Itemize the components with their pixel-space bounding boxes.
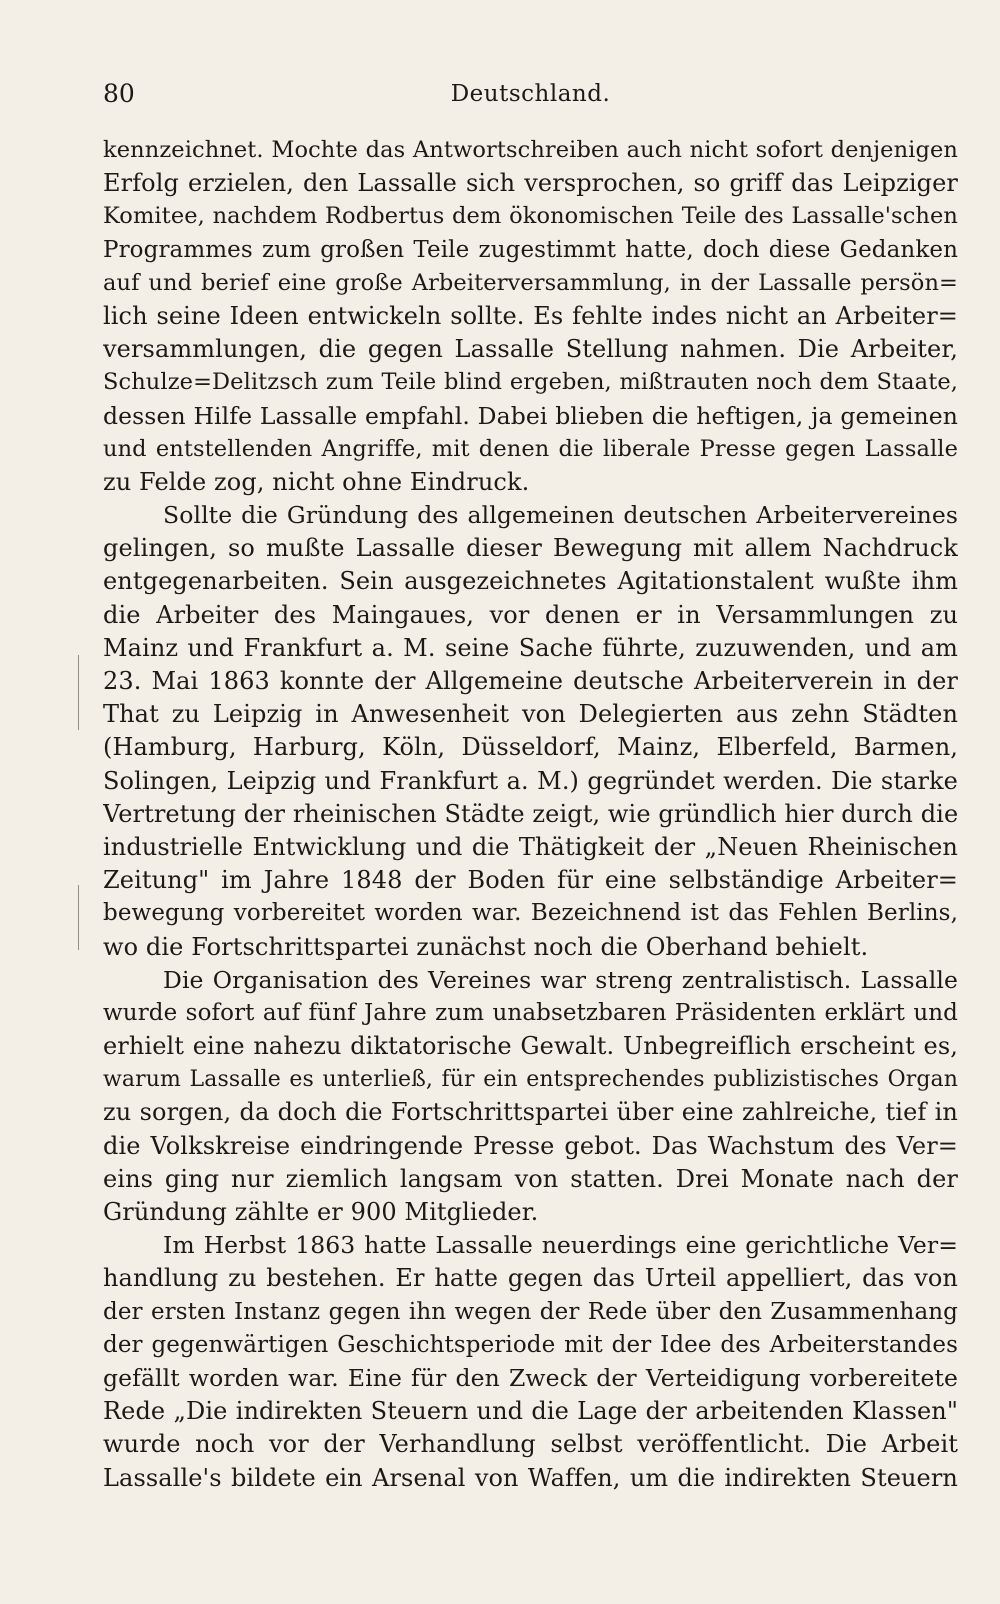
text-line: Mainz und Frankfurt a. M. seine Sache führte, zuzuwenden, und am — [103, 633, 958, 662]
page-number: 80 — [103, 79, 135, 108]
text-line: warum Lassalle es unterließ, für ein entsprechendes publizistisches Organ — [103, 1067, 958, 1093]
text-line: versammlungen, die gegen Lassalle Stellung nahmen. Die Arbeiter, — [103, 335, 958, 364]
text-line: Zeitung" im Jahre 1848 der Boden für eine selbständige Arbeiter= — [103, 866, 958, 895]
margin-mark — [78, 655, 79, 730]
text-line: erhielt eine nahezu diktatorische Gewalt. Unbegreiflich erscheint es, — [103, 1032, 958, 1061]
text-line: eins ging nur ziemlich langsam von statten. Drei Monate nach der — [103, 1164, 958, 1193]
text-line: Schulze=Delitzsch zum Teile blind ergeben, mißtrauten noch dem Staate, — [103, 369, 958, 396]
text-line: handlung zu bestehen. Er hatte gegen das Urteil appelliert, das von — [103, 1264, 958, 1293]
text-line: Die Organisation des Vereines war streng zentralistisch. Lassalle — [163, 965, 958, 994]
body-text — [103, 134, 958, 1495]
text-line: wurde noch vor der Verhandlung selbst veröffentlicht. Die Arbeit — [103, 1430, 958, 1459]
text-line: kennzeichnet. Mochte das Antwortschreiben auch nicht sofort denjenigen — [103, 137, 958, 163]
text-line: wo die Fortschrittspartei zunächst noch die Oberhand behielt. — [103, 932, 869, 961]
text-line: That zu Leipzig in Anwesenheit von Delegierten aus zehn Städten — [103, 700, 958, 729]
text-line: und entstellenden Angriffe, mit denen die liberale Presse gegen Lassalle — [103, 435, 958, 462]
text-line: der ersten Instanz gegen ihn wegen der Rede über den Zusammenhang — [103, 1298, 958, 1325]
text-line: Lassalle's bildete ein Arsenal von Waffen, um die indirekten Steuern — [103, 1463, 958, 1492]
text-line: gefällt worden war. Eine für den Zweck der Verteidigung vorbereitete — [103, 1363, 958, 1392]
text-line: gelingen, so mußte Lassalle dieser Bewegung mit allem Nachdruck — [103, 534, 958, 563]
text-line: dessen Hilfe Lassalle empfahl. Dabei blieben die heftigen, ja gemeinen — [103, 401, 958, 430]
text-line: Komitee, nachdem Rodbertus dem ökonomischen Teile des Lassalle'schen — [103, 203, 958, 230]
text-line: 23. Mai 1863 konnte der Allgemeine deutsche Arbeiterverein in der — [103, 667, 958, 695]
text-line: Vertretung der rheinischen Städte zeigt, wie gründlich hier durch die — [103, 799, 958, 828]
text-line: Gründung zählte er 900 Mitglieder. — [103, 1198, 539, 1226]
text-line: Erfolg erzielen, den Lassalle sich versprochen, so griff das Leipziger — [103, 169, 958, 198]
text-line: lich seine Ideen entwickeln sollte. Es fehlte indes nicht an Arbeiter= — [103, 301, 958, 330]
text-line: Programmes zum großen Teile zugestimmt hatte, doch diese Gedanken — [103, 236, 958, 263]
running-title: Deutschland. — [450, 81, 611, 107]
text-line: Solingen, Leipzig und Frankfurt a. M.) gegründet werden. Die starke — [103, 766, 958, 795]
text-line: die Volkskreise eindringende Presse gebot. Das Wachstum des Ver= — [103, 1131, 958, 1160]
text-line: auf und berief eine große Arbeiterversammlung, in der Lassalle persön= — [103, 269, 958, 296]
text-line: zu Felde zog, nicht ohne Eindruck. — [103, 467, 530, 496]
text-line: wurde sofort auf fünf Jahre zum unabsetzbaren Präsidenten erklärt und — [103, 999, 958, 1026]
text-line: zu sorgen, da doch die Fortschrittspartei über eine zahlreiche, tief in — [103, 1098, 958, 1127]
text-line: industrielle Entwicklung und die Thätigkeit der „Neuen Rheinischen — [103, 832, 958, 861]
running-head — [103, 76, 958, 112]
text-line: der gegenwärtigen Geschichtsperiode mit der Idee des Arbeiterstandes — [103, 1331, 958, 1358]
text-line: die Arbeiter des Maingaues, vor denen er in Versammlungen zu — [103, 600, 958, 629]
text-line: (Hamburg, Harburg, Köln, Düsseldorf, Mainz, Elberfeld, Barmen, — [103, 733, 958, 762]
margin-mark — [78, 885, 79, 950]
text-line: Sollte die Gründung des allgemeinen deutschen Arbeitervereines — [163, 501, 958, 530]
text-line: entgegenarbeiten. Sein ausgezeichnetes Agitationstalent wußte ihm — [103, 567, 958, 596]
text-line: Im Herbst 1863 hatte Lassalle neuerdings eine gerichtliche Ver= — [163, 1231, 958, 1260]
text-line: Rede „Die indirekten Steuern und die Lage der arbeitenden Klassen" — [103, 1397, 958, 1426]
text-line: bewegung vorbereitet worden war. Bezeichnend ist das Fehlen Berlins, — [103, 900, 958, 927]
